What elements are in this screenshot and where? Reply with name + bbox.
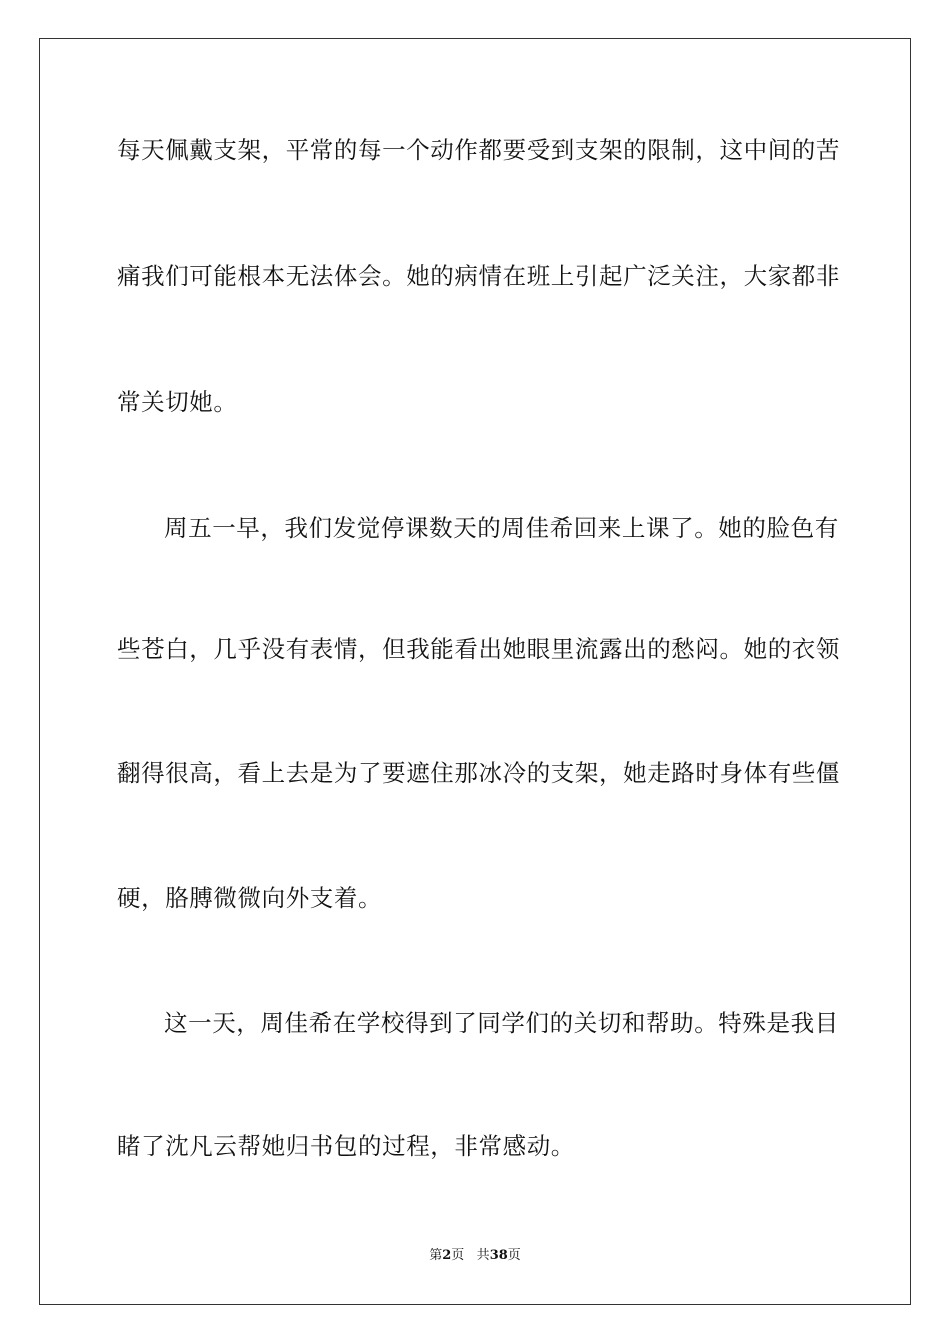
text-line: 每天佩戴支架，平常的每一个动作都要受到支架的限制，这中间的苦 <box>117 136 840 164</box>
text-line: 硬，胳膊微微向外支着。 <box>117 884 383 912</box>
page-border <box>39 38 911 1305</box>
text-line: 些苍白，几乎没有表情，但我能看出她眼里流露出的愁闷。她的衣领 <box>117 635 840 663</box>
text-line: 这一天，周佳希在学校得到了同学们的关切和帮助。特殊是我目 <box>164 1009 839 1037</box>
page-prefix: 第 <box>429 1248 443 1263</box>
page-number: 2 <box>442 1248 452 1263</box>
text-line: 睹了沈凡云帮她归书包的过程，非常感动。 <box>117 1132 575 1160</box>
text-line: 痛我们可能根本无法体会。她的病情在班上引起广泛关注，大家都非 <box>117 262 840 290</box>
total-pages: 38 <box>489 1248 508 1263</box>
text-line: 周五一早，我们发觉停课数天的周佳希回来上课了。她的脸色有 <box>164 514 839 542</box>
page-footer <box>0 1247 950 1265</box>
text-line: 常关切她。 <box>117 388 238 416</box>
text-line: 翻得很高，看上去是为了要遮住那冰冷的支架，她走路时身体有些僵 <box>117 759 840 787</box>
total-prefix: 共 <box>476 1248 490 1263</box>
total-suffix: 页 <box>507 1248 521 1263</box>
page-suffix: 页 <box>451 1248 465 1263</box>
